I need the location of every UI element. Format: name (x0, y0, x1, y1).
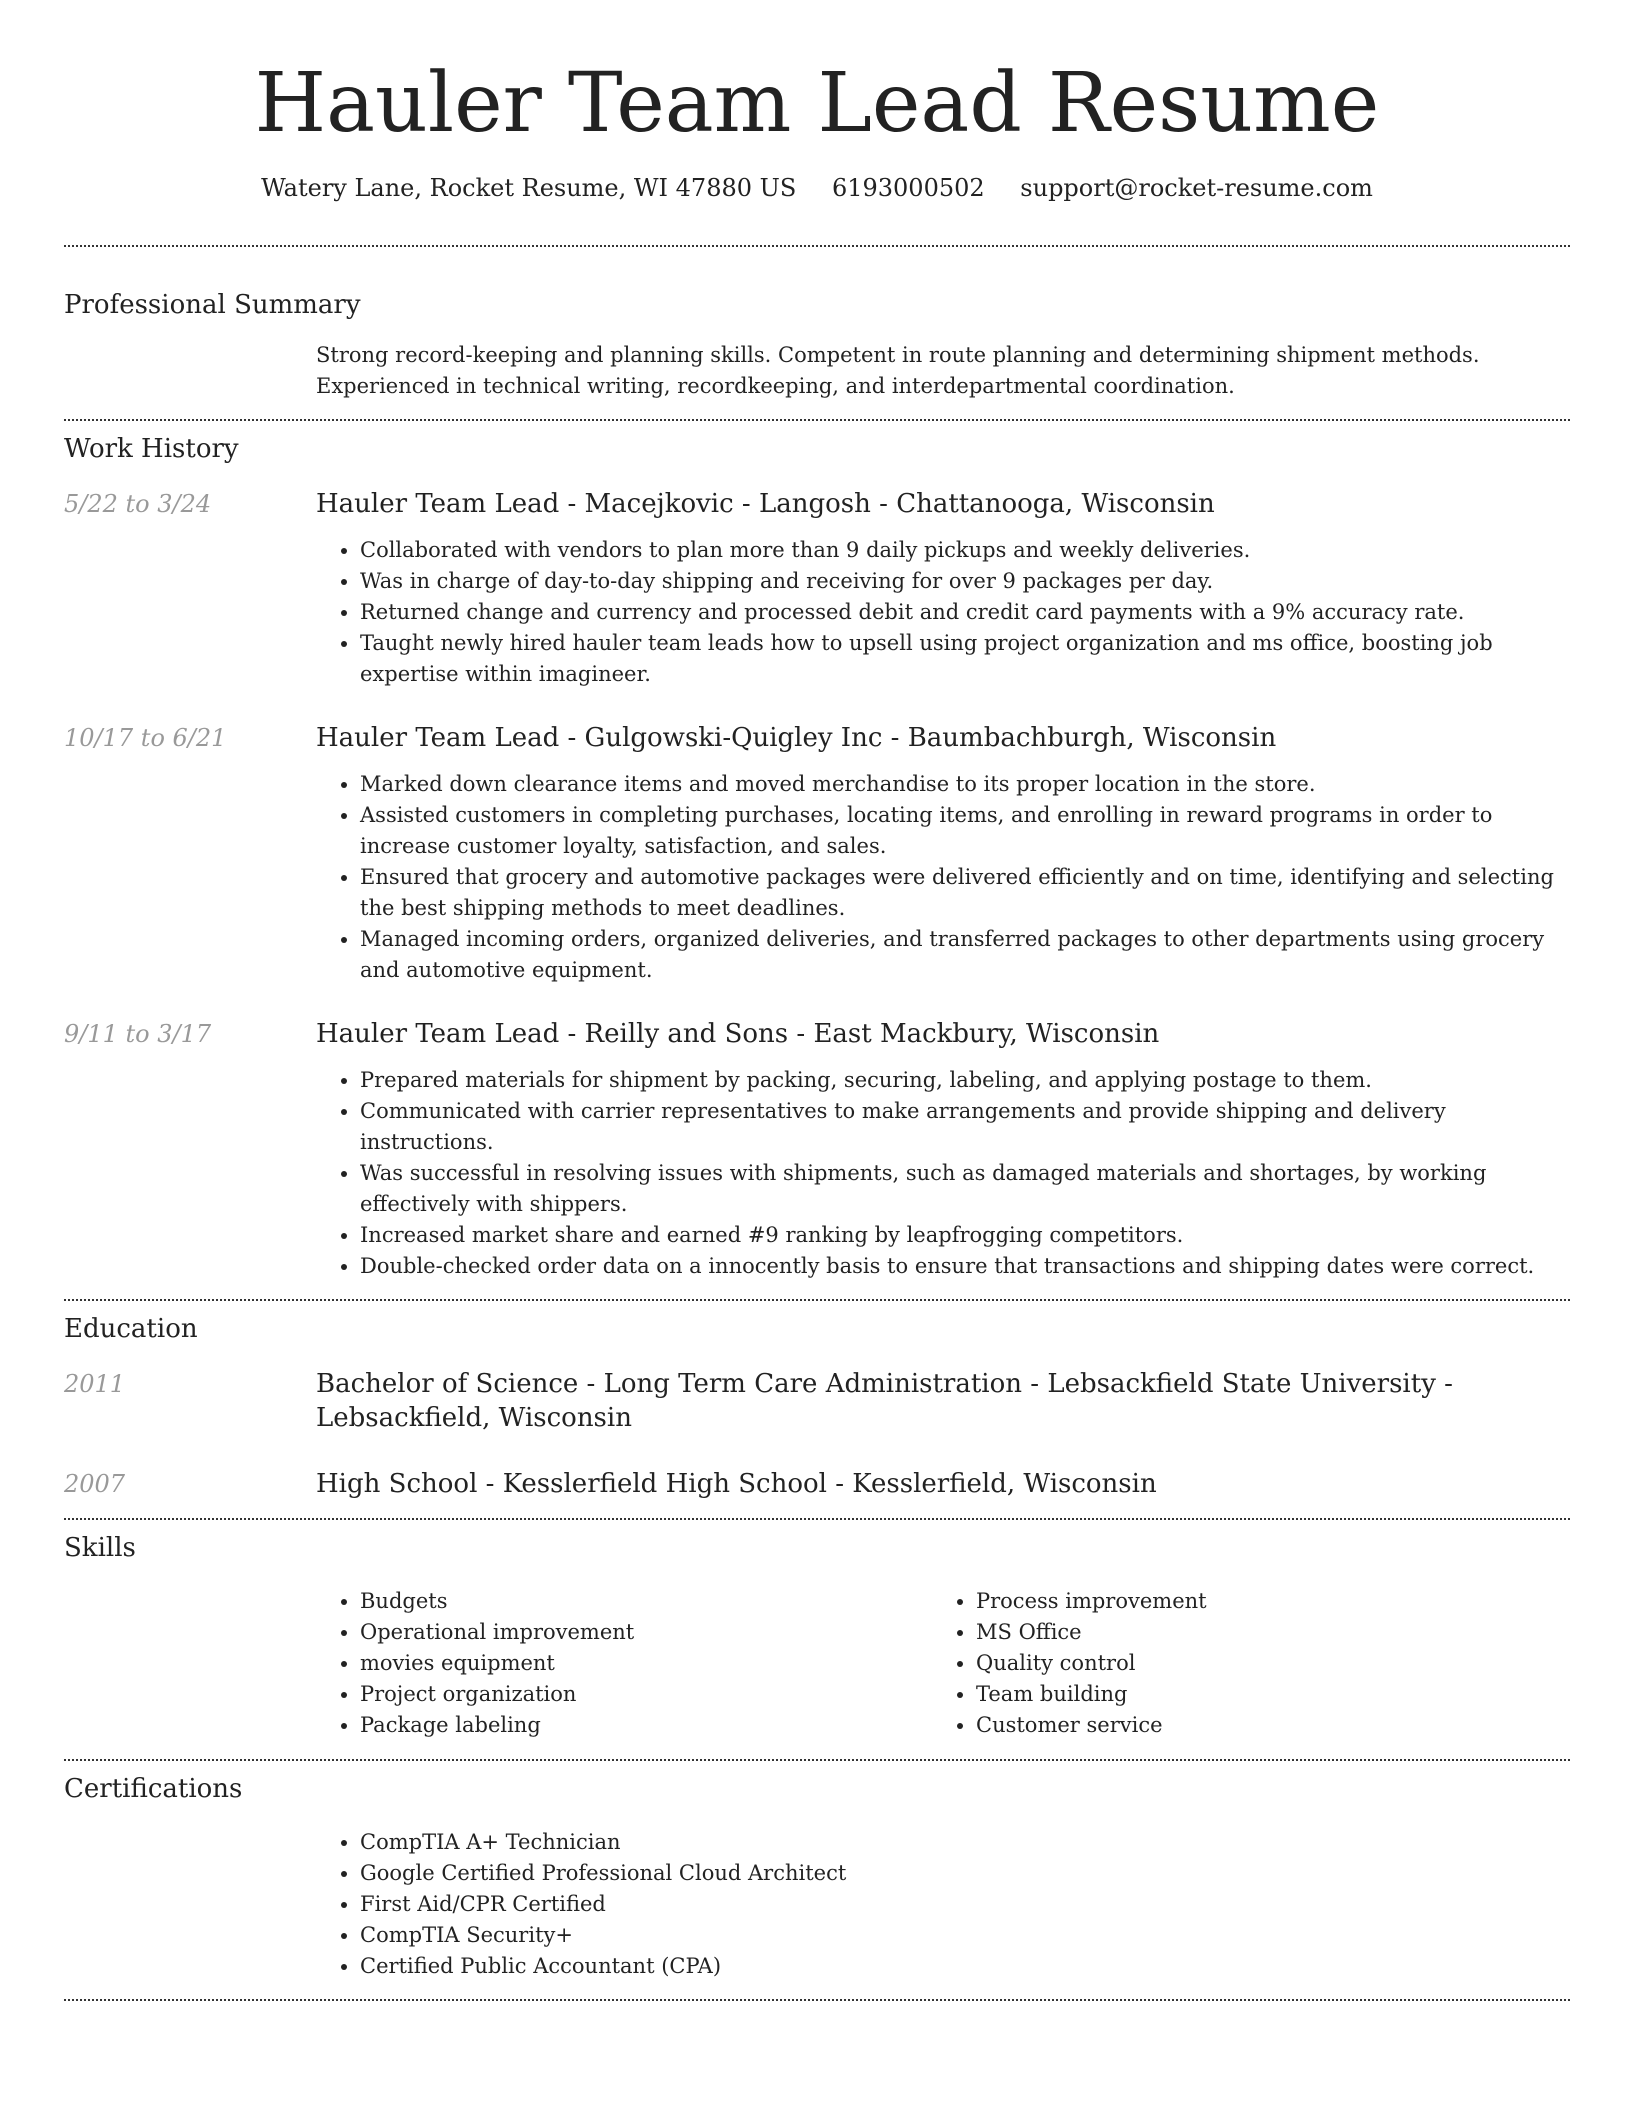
summary-row (64, 340, 1570, 402)
job-heading: Hauler Team Lead - Reilly and Sons - East Mackbury, Wisconsin (316, 1019, 1160, 1049)
resume-title: Hauler Team Lead Resume (254, 56, 1380, 151)
job-bullet: • Marked down clearance items and moved merchandise to its proper location in the store. (360, 769, 1570, 800)
divider (64, 245, 1570, 247)
job-dates: 10/17 to 6/21 (64, 724, 227, 752)
job-bullet: • Assisted customers in completing purchases, locating items, and enrolling in reward programs in order to increase customer loyalty, satisfaction, and sales. (360, 800, 1570, 862)
skills-row (64, 1586, 1570, 1741)
certifications-row (64, 1827, 1570, 1982)
certifications-list (316, 1827, 1570, 1982)
education-text: Bachelor of Science - Long Term Care Administration - Lebsackfield State University - Lebsackfield, Wisconsin (316, 1369, 1453, 1433)
divider (64, 419, 1570, 421)
job-bullets (316, 769, 1570, 986)
skill-item: • Process improvement (976, 1586, 1546, 1617)
job-bullet: • Increased market share and earned #9 ranking by leapfrogging competitors. (360, 1220, 1570, 1251)
job-bullets (316, 535, 1570, 690)
job-dates: 5/22 to 3/24 (64, 490, 212, 518)
divider (64, 1999, 1570, 2001)
divider (64, 1759, 1570, 1761)
skill-item: • movies equipment (360, 1648, 932, 1679)
certification-item: • Certified Public Accountant (CPA) (360, 1951, 1570, 1982)
contact-phone: 6193000502 (831, 174, 985, 202)
resume-page (64, 0, 1570, 2001)
divider (64, 1518, 1570, 1520)
skills-list-left (316, 1586, 932, 1741)
divider (64, 1299, 1570, 1301)
job-bullet: • Double-checked order data on a innocently basis to ensure that transactions and shipping dates were correct. (360, 1251, 1570, 1282)
job-bullet: • Collaborated with vendors to plan more than 9 daily pickups and weekly deliveries. (360, 535, 1570, 566)
job-entry (64, 1017, 1570, 1282)
job-entry (64, 487, 1570, 690)
section-title-work-history: Work History (64, 434, 239, 464)
job-heading: Hauler Team Lead - Gulgowski-Quigley Inc - Baumbachburgh, Wisconsin (316, 723, 1277, 753)
section-title-education: Education (64, 1314, 198, 1344)
summary-text: Strong record-keeping and planning skills. Competent in route planning and determining shipment methods. Experienced in technical writing, recordkeeping, and interdepartmental coordination. (316, 343, 1480, 398)
job-dates: 9/11 to 3/17 (64, 1020, 212, 1048)
skill-item: • Customer service (976, 1710, 1546, 1741)
skill-item: • Quality control (976, 1648, 1546, 1679)
job-bullet: • Returned change and currency and processed debit and credit card payments with a 9% accuracy rate. (360, 597, 1570, 628)
job-heading: Hauler Team Lead - Macejkovic - Langosh - Chattanooga, Wisconsin (316, 489, 1215, 519)
contact-line (64, 172, 1570, 204)
skill-item: • Budgets (360, 1586, 932, 1617)
education-year: 2007 (64, 1470, 126, 1498)
section-title-certifications: Certifications (64, 1774, 243, 1804)
job-entry (64, 721, 1570, 986)
job-bullet: • Communicated with carrier representatives to make arrangements and provide shipping and delivery instructions. (360, 1096, 1570, 1158)
education-year: 2011 (64, 1370, 126, 1398)
skills-grid (316, 1586, 1570, 1741)
section-title-skills: Skills (64, 1533, 136, 1563)
job-bullet: • Prepared materials for shipment by packing, securing, labeling, and applying postage to them. (360, 1065, 1570, 1096)
section-title-summary: Professional Summary (64, 290, 361, 320)
certification-item: • CompTIA A+ Technician (360, 1827, 1570, 1858)
education-entry (64, 1467, 1570, 1501)
skill-item: • Package labeling (360, 1710, 932, 1741)
education-entry (64, 1367, 1570, 1435)
job-bullet: • Taught newly hired hauler team leads how to upsell using project organization and ms office, boosting job expertise within imagineer. (360, 628, 1570, 690)
certification-item: • Google Certified Professional Cloud Architect (360, 1858, 1570, 1889)
job-bullet: • Was in charge of day-to-day shipping and receiving for over 9 packages per day. (360, 566, 1570, 597)
skill-item: • Team building (976, 1679, 1546, 1710)
summary-spacer (64, 340, 316, 402)
certifications-spacer (64, 1827, 316, 1982)
skill-item: • Project organization (360, 1679, 932, 1710)
job-bullet: • Was successful in resolving issues with shipments, such as damaged materials and shortages, by working effectively with shippers. (360, 1158, 1570, 1220)
job-bullet: • Ensured that grocery and automotive packages were delivered efficiently and on time, identifying and selecting the best shipping methods to meet deadlines. (360, 862, 1570, 924)
skills-list-right (932, 1586, 1546, 1741)
job-bullet: • Managed incoming orders, organized deliveries, and transferred packages to other departments using grocery and automotive equipment. (360, 924, 1570, 986)
skill-item: • Operational improvement (360, 1617, 932, 1648)
skill-item: • MS Office (976, 1617, 1546, 1648)
certification-item: • CompTIA Security+ (360, 1920, 1570, 1951)
education-text: High School - Kesslerfield High School - Kesslerfield, Wisconsin (316, 1469, 1157, 1499)
job-bullets (316, 1065, 1570, 1282)
contact-email: support@rocket-resume.com (1020, 174, 1373, 202)
certification-item: • First Aid/CPR Certified (360, 1889, 1570, 1920)
contact-address: Watery Lane, Rocket Resume, WI 47880 US (261, 174, 797, 202)
skills-spacer (64, 1586, 316, 1741)
